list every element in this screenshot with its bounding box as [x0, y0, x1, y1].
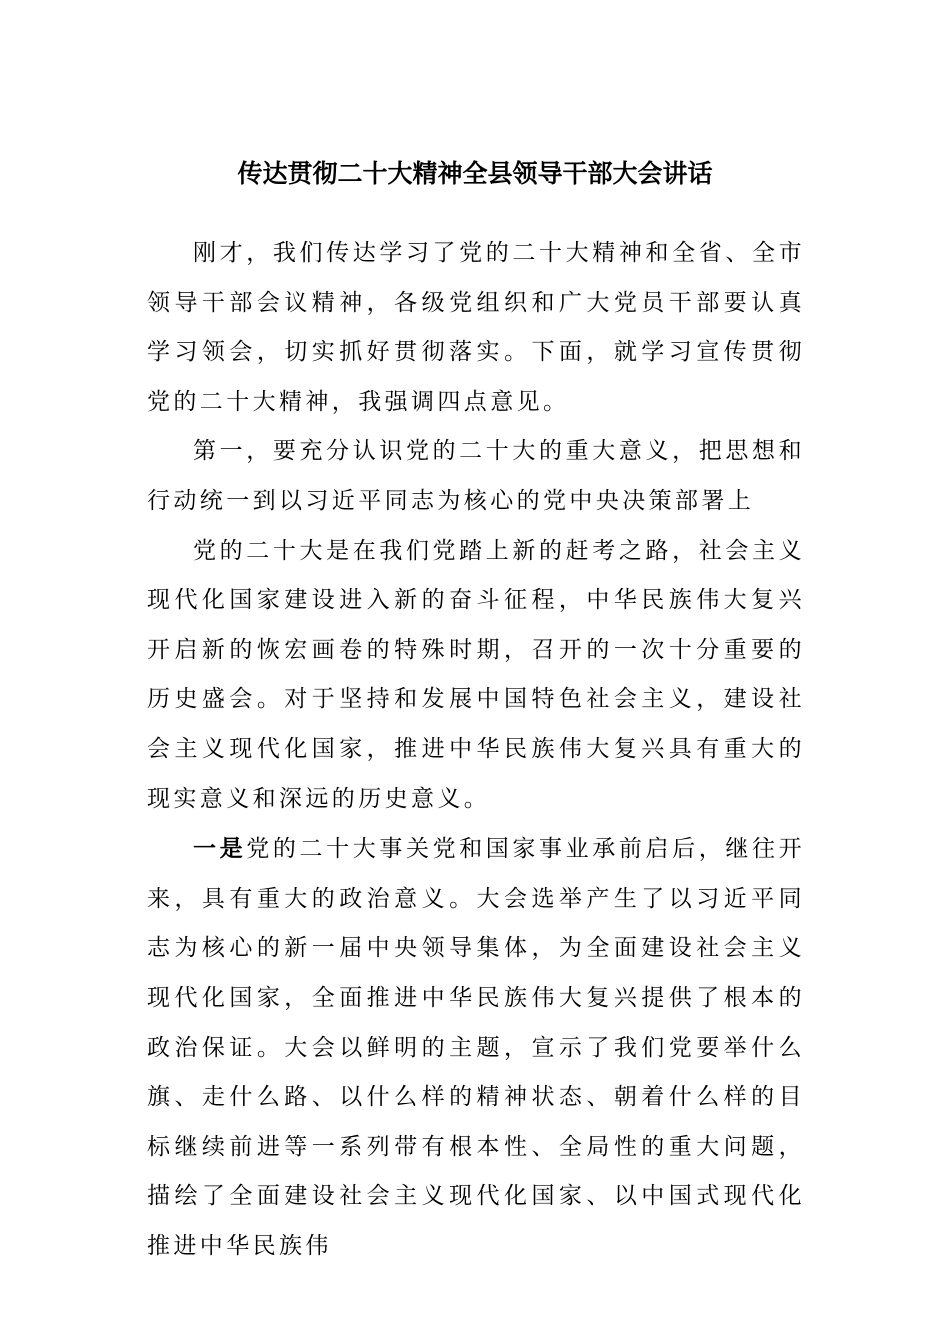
paragraph-section-one-heading: 第一，要充分认识党的二十大的重大意义，把思想和行动统一到以习近平同志为核心的党中央决策部署上: [147, 438, 805, 514]
document-title: 传达贯彻二十大精神全县领导干部大会讲话: [237, 159, 713, 188]
paragraph-point-one: [147, 824, 805, 1271]
point-one-text: 党的二十大事关党和国家事业承前启后，继往开来，具有重大的政治意义。大会选举产生了以习近平同志为核心的新一届中央领导集体，为全面建设社会主义现代化国家，全面推进中华民族伟大复兴提供了根本的政治保证。大会以鲜明的主题，宣示了我们党要举什么旗、走什么路、以什么样的精神状态、朝着什么样的目标继续前进等一系列带有根本性、全局性的重大问题，描绘了全面建设社会主义现代化国家、以中国式现代化推进中华民族伟: [147, 836, 805, 1259]
paragraph-significance: 党的二十大是在我们党踏上新的赶考之路，社会主义现代化国家建设进入新的奋斗征程，中华民族伟大复兴开启新的恢宏画卷的特殊时期，召开的一次十分重要的历史盛会。对于坚持和发展中国特色社会主义，建设社会主义现代化国家，推进中华民族伟大复兴具有重大的现实意义和深远的历史意义。: [147, 537, 805, 812]
paragraph-opening: 刚才，我们传达学习了党的二十大精神和全省、全市领导干部会议精神，各级党组织和广大党员干部要认真学习领会，切实抓好贯彻落实。下面，就学习宣传贯彻党的二十大精神，我强调四点意见。: [147, 240, 805, 415]
document-body: [147, 229, 805, 1271]
point-one-lead: 一是: [193, 835, 247, 863]
